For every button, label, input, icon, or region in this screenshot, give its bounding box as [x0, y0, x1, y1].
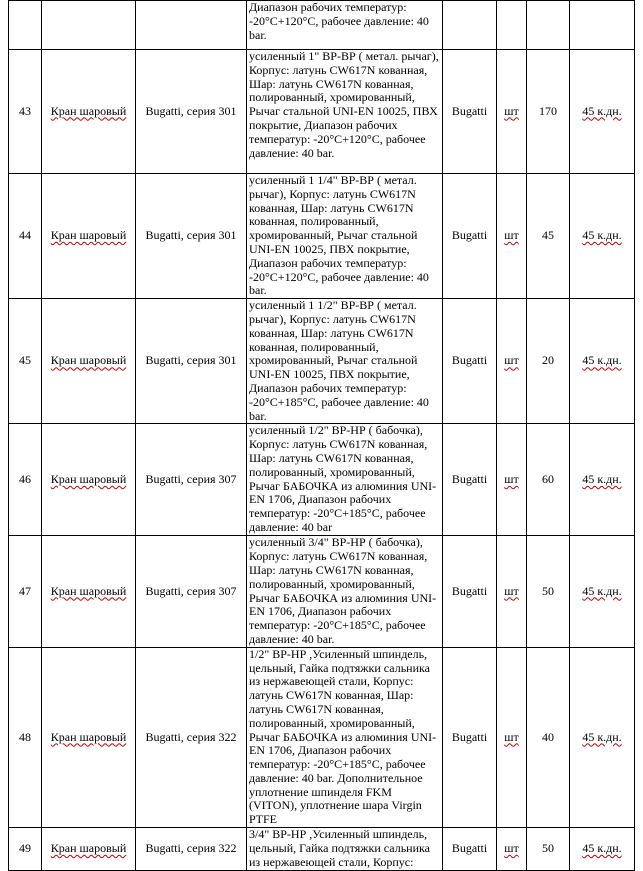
cell-unit [497, 647, 527, 827]
table-row-continued [9, 1, 635, 50]
item-brand: Bugatti, серия 301 [145, 353, 237, 368]
cell-desc [247, 424, 443, 536]
item-description: усиленный 3/4" ВР-НР ( бабочка), Корпус: латунь CW617N кованная, Шар: латунь CW617N кованная, полированный, хромированный, Рычаг БАБОЧКА из алюминия UNI-EN 1706, Диапазон рабочих температур: -20°С+185°С, рабочее давление: 40 bar. [249, 535, 437, 646]
cell-desc [247, 50, 443, 174]
cell-name [42, 1, 136, 50]
item-unit: шт [504, 353, 519, 368]
cell-term [570, 50, 635, 174]
cell-brand [136, 299, 247, 424]
cell-qty [527, 536, 570, 647]
item-term: 45 к.дн. [582, 228, 622, 243]
cell-maker [443, 647, 497, 827]
item-quantity: 50 [542, 841, 554, 856]
row-number: 49 [19, 841, 31, 856]
item-brand: Bugatti, серия 322 [145, 729, 237, 744]
cell-unit [497, 828, 527, 871]
row-number: 48 [19, 729, 31, 744]
cell-desc [247, 299, 443, 424]
cell-brand [136, 50, 247, 174]
item-quantity: 60 [542, 471, 554, 486]
row-number: 43 [19, 103, 31, 118]
cell-brand [136, 647, 247, 827]
item-description: 1/2" ВР-НР ,Усиленный шпиндель, цельный, Гайка подтяжки сальника из нержавеющей стали, Корпус: латунь CW617N кованная, Шар: латунь CW617N кованная, полированный, хромированный, Рычаг БАБОЧКА из алюминия UNI-EN 1706, Диапазон рабочих температур: -20°С+185°С, рабочее давление: 40 bar. Дополнительное уплотнение шпинделя FKM (VITON), уплотнение шара Virgin PTFE [249, 646, 437, 827]
item-brand: Bugatti, серия 301 [145, 103, 237, 118]
item-name: Кран шаровый [50, 103, 127, 118]
cell-desc [247, 828, 443, 871]
item-quantity: 20 [542, 353, 554, 368]
item-brand: Bugatti, серия 301 [145, 228, 237, 243]
item-term: 45 к.дн. [582, 841, 622, 856]
item-description: усиленный 1" ВР-ВР ( метал. рычаг), Корпус: латунь CW617N кованная, Шар: латунь CW617N кованная, полированный, хромированный, Рычаг стальной UNI-EN 10025, ПВХ покрытие, Диапазон рабочих температур: -20°С+120°С, рабочее давление: 40 bar. [249, 49, 439, 160]
item-term: 45 к.дн. [582, 729, 622, 744]
cell-maker [443, 299, 497, 424]
cell-maker [443, 174, 497, 299]
cell-term [570, 536, 635, 647]
cell-qty [527, 50, 570, 174]
cell-name [42, 174, 136, 299]
item-maker: Bugatti [451, 729, 488, 744]
cell-unit [497, 424, 527, 536]
cell-num [9, 174, 42, 299]
cell-maker [443, 536, 497, 647]
cell-brand [136, 536, 247, 647]
cell-name [42, 424, 136, 536]
cell-num [9, 50, 42, 174]
document-page [8, 0, 634, 871]
item-brand: Bugatti, серия 307 [145, 583, 237, 598]
table-row-48 [9, 647, 635, 827]
item-maker: Bugatti [451, 103, 488, 118]
item-quantity: 50 [542, 583, 554, 598]
cell-num [9, 536, 42, 647]
table-row-49 [9, 828, 635, 871]
table-row-45 [9, 299, 635, 424]
table-row-44 [9, 174, 635, 299]
cell-num [9, 299, 42, 424]
item-term: 45 к.дн. [582, 353, 622, 368]
cell-qty [527, 174, 570, 299]
cell-term [570, 1, 635, 50]
item-unit: шт [504, 729, 519, 744]
cell-qty [527, 424, 570, 536]
cell-name [42, 647, 136, 827]
cell-num [9, 828, 42, 871]
item-description: усиленный 1 1/2" ВР-ВР ( метал. рычаг), Корпус: латунь CW617N кованная, Шар: латунь CW617N кованная, полированный, хромированный, Рычаг стальной UNI-EN 10025, ПВХ покрытие, Диапазон рабочих температур: -20°С+185°С, рабочее давление: 40 bar. [249, 298, 429, 423]
cell-term [570, 174, 635, 299]
table-row-43 [9, 50, 635, 174]
item-name: Кран шаровый [50, 583, 127, 598]
cell-term [570, 299, 635, 424]
item-name: Кран шаровый [50, 841, 127, 856]
item-maker: Bugatti [451, 228, 488, 243]
item-name: Кран шаровый [50, 471, 127, 486]
cell-name [42, 536, 136, 647]
item-unit: шт [504, 103, 519, 118]
row-number: 44 [19, 228, 31, 243]
cell-qty [527, 828, 570, 871]
row-number: 47 [19, 583, 31, 598]
cell-maker [443, 828, 497, 871]
item-term: 45 к.дн. [582, 471, 622, 486]
item-unit: шт [504, 471, 519, 486]
row-number: 46 [19, 471, 31, 486]
cell-brand [136, 174, 247, 299]
cell-name [42, 299, 136, 424]
specification-table [8, 0, 635, 871]
item-maker: Bugatti [451, 841, 488, 856]
cell-term [570, 647, 635, 827]
item-term: 45 к.дн. [582, 103, 622, 118]
item-description: усиленный 1 1/4" ВР-ВР ( метал. рычаг), Корпус: латунь CW617N кованная, Шар: латунь CW617N кованная, полированный, хромированный, Рычаг стальной UNI-EN 10025, ПВХ покрытие, Диапазон рабочих температур: -20°С+120°С, рабочее давление: 40 bar. [249, 173, 429, 298]
item-quantity: 40 [542, 729, 554, 744]
item-unit: шт [504, 583, 519, 598]
cell-desc [247, 536, 443, 647]
item-quantity: 45 [542, 228, 554, 243]
item-name: Кран шаровый [50, 353, 127, 368]
item-description: усиленный 1/2" ВР-НР ( бабочка), Корпус: латунь CW617N кованная, Шар: латунь CW617N кованная, полированный, хромированный, Рычаг БАБОЧКА из алюминия UNI-EN 1706, Диапазон рабочих температур: -20°С+185°С, рабочее давление: 40 bar [249, 423, 437, 534]
item-term: 45 к.дн. [582, 583, 622, 598]
item-name: Кран шаровый [50, 729, 127, 744]
cell-num [9, 424, 42, 536]
desc-text: Диапазон рабочих температур: -20°С+120°С, рабочее давление: 40 bar. [249, 0, 429, 42]
cell-unit [497, 50, 527, 174]
item-brand: Bugatti, серия 322 [145, 841, 237, 856]
cell-unit [497, 174, 527, 299]
cell-brand [136, 1, 247, 50]
item-maker: Bugatti [451, 471, 488, 486]
table-row-46 [9, 424, 635, 536]
cell-qty [527, 299, 570, 424]
cell-brand [136, 424, 247, 536]
cell-term [570, 828, 635, 871]
item-name: Кран шаровый [50, 228, 127, 243]
cell-name [42, 50, 136, 174]
cell-brand [136, 828, 247, 871]
cell-desc [247, 647, 443, 827]
cell-unit [497, 299, 527, 424]
cell-desc [247, 1, 443, 50]
row-number: 45 [19, 353, 31, 368]
table-row-47 [9, 536, 635, 647]
cell-term [570, 424, 635, 536]
item-maker: Bugatti [451, 583, 488, 598]
cell-num [9, 647, 42, 827]
cell-name [42, 828, 136, 871]
cell-maker [443, 1, 497, 50]
cell-desc [247, 174, 443, 299]
item-unit: шт [504, 228, 519, 243]
cell-maker [443, 424, 497, 536]
item-maker: Bugatti [451, 353, 488, 368]
item-description: 3/4" ВР-НР ,Усиленный шпиндель, цельный, Гайка подтяжки сальника из нержавеющей стали, Корпус: [249, 827, 430, 869]
cell-num [9, 1, 42, 50]
cell-qty [527, 647, 570, 827]
cell-unit [497, 1, 527, 50]
cell-maker [443, 50, 497, 174]
item-unit: шт [504, 841, 519, 856]
item-brand: Bugatti, серия 307 [145, 471, 237, 486]
cell-unit [497, 536, 527, 647]
cell-qty [527, 1, 570, 50]
item-quantity: 170 [539, 103, 557, 118]
